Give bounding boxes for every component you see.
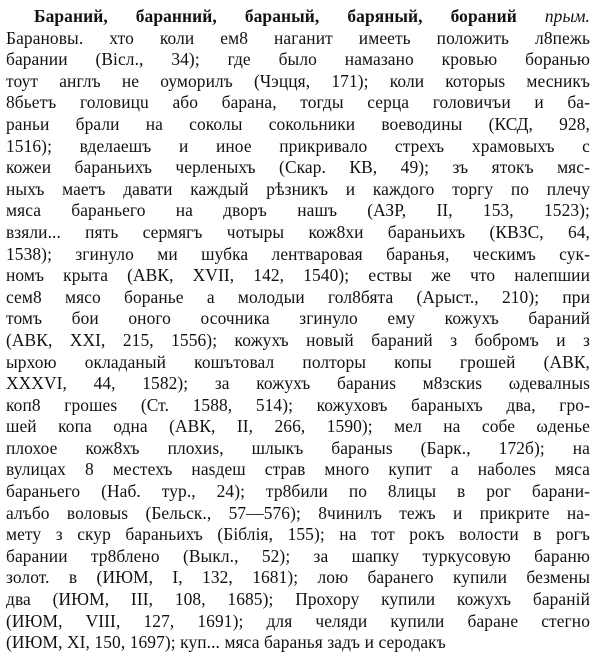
- entry-line: сем8 мясо боранье а молодыи гол8бята (Арыст., 210); при: [6, 286, 590, 307]
- entry-line: 1538); згинуло ми шубка лентваровая баранья, ческимъ сук-: [6, 243, 590, 264]
- entry-line: тоут англъ не оуморилъ (Чэцця, 171); коли которыs месникъ: [6, 70, 590, 91]
- entry-line: ныхъ маетъ давати каждый рѣзникъ и каждого торгу по плечу: [6, 178, 590, 199]
- entry-line: ырхою окладаный кошътовал полторы копы грошей (АВК,: [6, 351, 590, 372]
- entry-line: шей копа одна (АВК, II, 266, 1590); мел на собе ωденье: [6, 416, 590, 437]
- entry-line: (ИЮМ, VIII, 127, 1691); для челяди купили баране стегно: [6, 610, 590, 631]
- entry-line: золот. в (ИЮМ, I, 132, 1681); лою баранего купили безмены: [6, 567, 590, 588]
- entry-line: бараньего (Наб. тур., 24); тр8били по 8лицы в рог барани-: [6, 481, 590, 502]
- headword: Бараний, баранний, бараный, баряный, бораний: [34, 6, 517, 26]
- entry-line: барании (Вісл., 34); где было намазано кровью боранью: [6, 49, 590, 70]
- entry-line: (ИЮМ, XI, 150, 1697); куп... мяса баранья задъ и серодакъ: [6, 632, 446, 653]
- entry-line: коп8 грошеs (Ст. 1588, 514); кожуховъ бараныхъ два, гро-: [6, 394, 590, 415]
- entry-line: мяса бараньего на дворъ нашъ (АЗР, II, 153, 1523);: [6, 200, 590, 221]
- entry-line: Барановы. хто коли ем8 наганит имееть положить л8пежь: [6, 27, 590, 48]
- entry-line: 8бьетъ головицu або барана, тогды серца головичъи и ба-: [6, 92, 590, 113]
- entry-line: барании тр8блено (Выкл., 52); за шапку туркусовую бараню: [6, 545, 590, 566]
- entry-head-line: [6, 6, 590, 28]
- entry-line: вулицах 8 местехъ наsдеш страв много купит а наболеs мяса: [6, 459, 590, 480]
- part-of-speech: прым.: [544, 6, 590, 26]
- entry-line: алъбо воловыs (Бельск., 57—576); 8чинилъ тежъ и прикрите на-: [6, 502, 590, 523]
- entry-line: два (ИЮМ, III, 108, 1685); Прохору купили кожухъ бараній: [6, 589, 590, 610]
- entry-line: взяли... пять сермягъ чотыры кож8хи бараньихъ (КВЗС, 64,: [6, 221, 590, 242]
- entry-line: номъ крыта (АВК, XVII, 142, 1540); ествы же что налепшии: [6, 265, 590, 286]
- entry-line: мету з скур бараньихъ (Біблія, 155); на тот рокъ волости в рогъ: [6, 524, 590, 545]
- entry-line: плохое кож8хъ плохиs, шлыкъ бараныs (Барк., 172б); на: [6, 437, 590, 458]
- entry-line: кожеи бараньихъ черленыхъ (Скар. КВ, 49); зъ ятокъ мяс-: [6, 157, 590, 178]
- dictionary-entry: [6, 6, 590, 654]
- entry-line: раньи брали на соколы сокольники воеводины (КСД, 928,: [6, 113, 590, 134]
- entry-line: 1516); вделаешъ и иное прикривало стрехъ храмовыхъ с: [6, 135, 590, 156]
- entry-line: томъ бои оного осочника згинуло ему кожухъ бараний: [6, 308, 590, 329]
- entry-line: (АВК, XXI, 215, 1556); кожухъ новый бараний з бобромъ и з: [6, 329, 590, 350]
- entry-line: XXXVI, 44, 1582); за кожухъ бараниs м8зскиs ωдевалныs: [6, 373, 590, 394]
